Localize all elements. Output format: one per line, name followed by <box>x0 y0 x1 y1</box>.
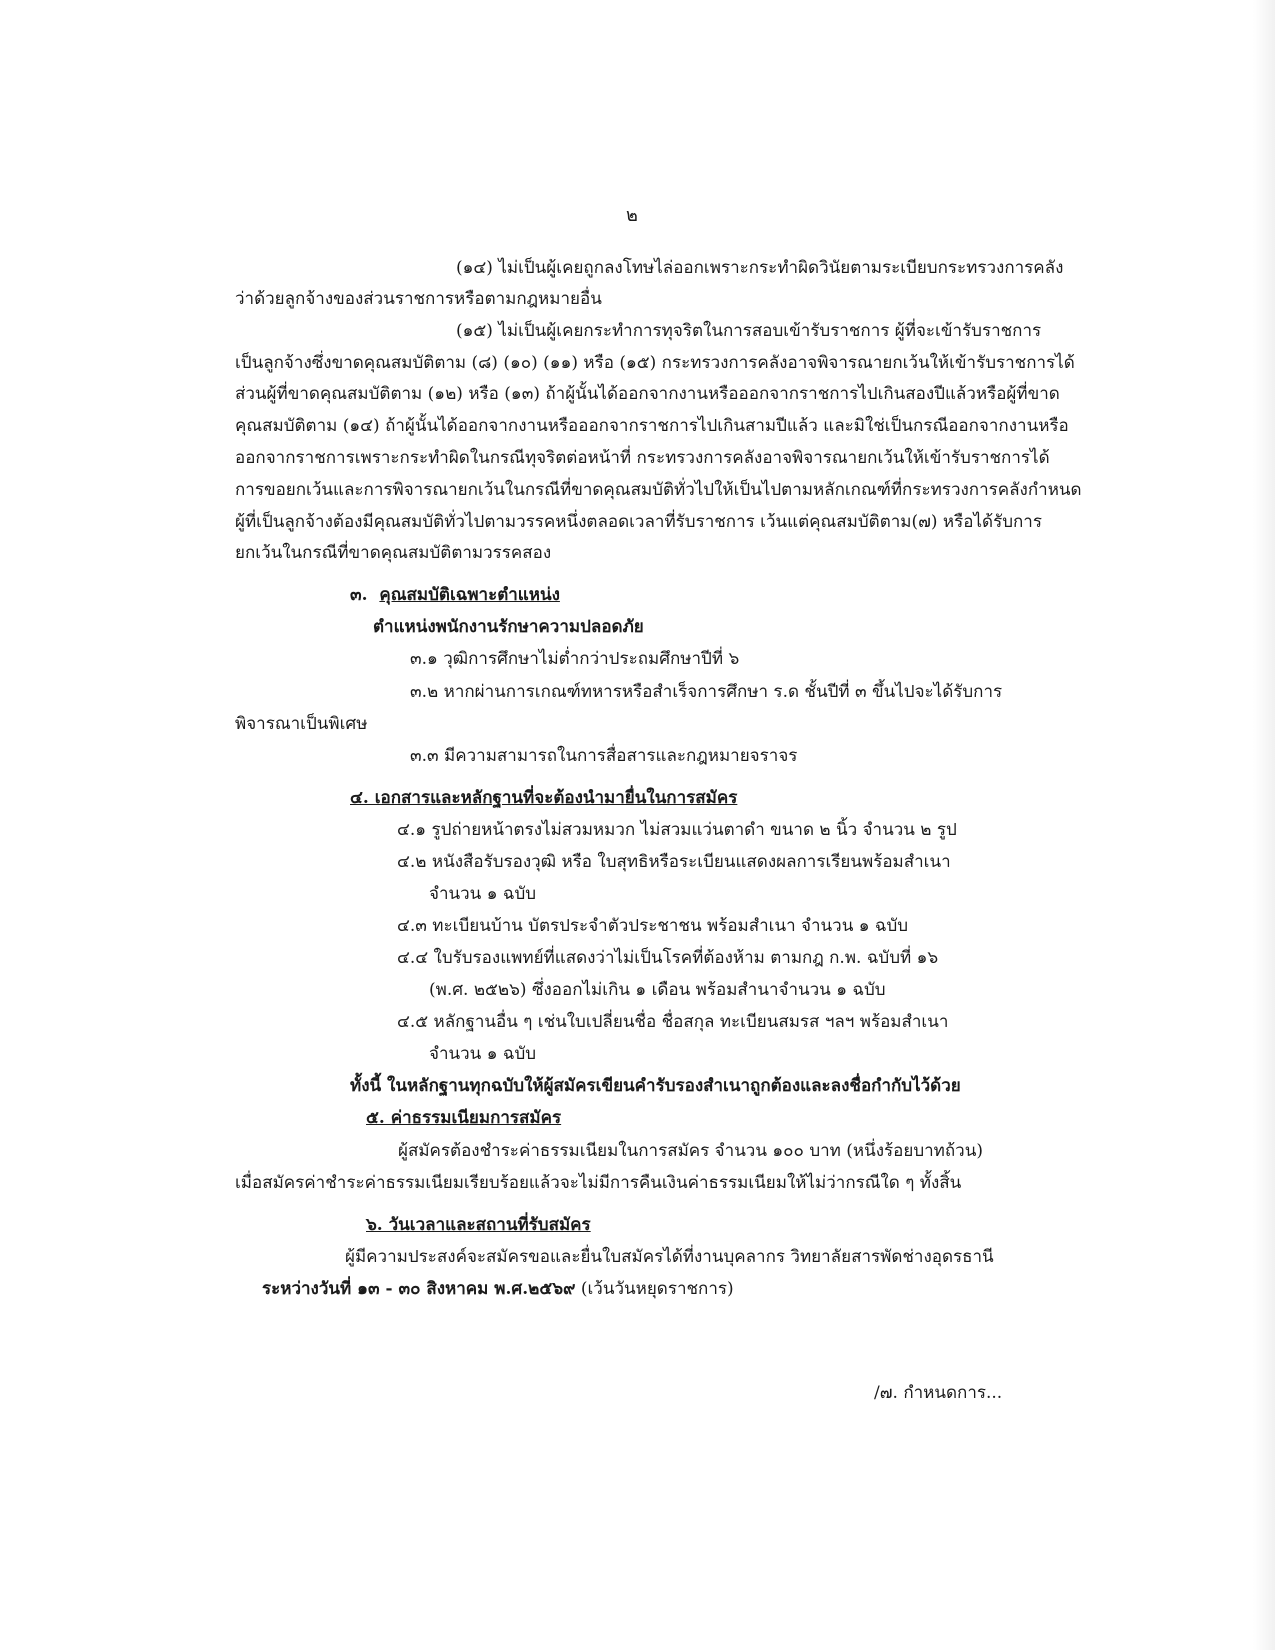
paragraph-line: การขอยกเว้นและการพิจารณายกเว้นในกรณีที่ขาดคุณสมบัติทั่วไปให้เป็นไปตามหลักเกณฑ์ที่กระทรวงการคลังกำหนด <box>235 480 1082 500</box>
section5-line2: เมื่อสมัครค่าชำระค่าธรรมเนียมเรียบร้อยแล้วจะไม่มีการคืนเงินค่าธรรมเนียมให้ไม่ว่ากรณีใด ๆ ทั้งสิ้น <box>235 1173 962 1193</box>
section6-date-line <box>262 1278 734 1300</box>
paragraph-line: คุณสมบัติตาม (๑๔) ถ้าผู้นั้นได้ออกจากงานหรือออกจากราชการไปเกินสามปีแล้ว และมิใช่เป็นกรณีออกจากงานหรือ <box>235 416 1069 436</box>
item-15-line1: (๑๕) ไม่เป็นผู้เคยกระทำการทุจริตในการสอบเข้ารับราชการ ผู้ที่จะเข้ารับราชการ <box>456 321 1042 341</box>
section4-item1: ๔.๑ รูปถ่ายหน้าตรงไม่สวมหมวก ไม่สวมแว่นตาดำ ขนาด ๒ นิ้ว จำนวน ๒ รูป <box>397 820 957 840</box>
section3-item2-line1: ๓.๒ หากผ่านการเกณฑ์ทหารหรือสำเร็จการศึกษา ร.ด ชั้นปีที่ ๓ ขึ้นไปจะได้รับการ <box>410 682 1003 702</box>
holiday-note: (เว้นวันหยุดราชการ) <box>575 1279 734 1299</box>
section4-item2-line2: จำนวน ๑ ฉบับ <box>429 884 537 904</box>
section3-number: ๓. <box>350 585 368 605</box>
section3-heading <box>350 584 560 606</box>
section5-line1: ผู้สมัครต้องชำระค่าธรรมเนียมในการสมัคร จำนวน ๑๐๐ บาท (หนึ่งร้อยบาทถ้วน) <box>398 1141 983 1161</box>
section4-item2-line1: ๔.๒ หนังสือรับรองวุฒิ หรือ ใบสุทธิหรือระเบียนแสดงผลการเรียนพร้อมสำเนา <box>397 852 951 872</box>
section3-item2-line2: พิจารณาเป็นพิเศษ <box>235 714 368 734</box>
paragraph-line: เป็นลูกจ้างซึ่งขาดคุณสมบัติตาม (๘) (๑๐) (๑๑) หรือ (๑๕) กระทรวงการคลังอาจพิจารณายกเว้นให้เข้ารับราชการได้ <box>235 353 1075 373</box>
section3-item1: ๓.๑ วุฒิการศึกษาไม่ต่ำกว่าประถมศึกษาปีที่ ๖ <box>410 649 740 669</box>
section3-title: คุณสมบัติเฉพาะตำแหน่ง <box>379 585 560 605</box>
page-edge-shadow <box>1253 0 1275 1650</box>
application-period: ระหว่างวันที่ ๑๓ - ๓๐ สิงหาคม พ.ศ.๒๕๖๙ <box>262 1279 576 1299</box>
paragraph-line: ส่วนผู้ที่ขาดคุณสมบัติตาม (๑๒) หรือ (๑๓) ถ้าผู้นั้นได้ออกจากงานหรือออกจากราชการไปเกินสองปีแล้วหรือผู้ที่ขาด <box>235 384 1060 404</box>
page-number: ๒ <box>626 205 638 226</box>
section3-position: ตำแหน่งพนักงานรักษาความปลอดภัย <box>373 617 644 637</box>
section6-line1: ผู้มีความประสงค์จะสมัครขอและยื่นใบสมัครได้ที่งานบุคลากร วิทยาลัยสารพัดช่างอุดรธานี <box>345 1247 994 1267</box>
section6-heading: ๖. วันเวลาและสถานที่รับสมัคร <box>366 1215 591 1235</box>
section4-item5-line2: จำนวน ๑ ฉบับ <box>429 1044 537 1064</box>
section4-heading: ๔. เอกสารและหลักฐานที่จะต้องนำมายื่นในการสมัคร <box>350 788 738 808</box>
section4-item4-line2: (พ.ศ. ๒๕๒๖) ซึ่งออกไม่เกิน ๑ เดือน พร้อมสำนาจำนวน ๑ ฉบับ <box>429 980 886 1000</box>
section4-note: ทั้งนี้ ในหลักฐานทุกฉบับให้ผู้สมัครเขียนคำรับรองสำเนาถูกต้องและลงชื่อกำกับไว้ด้วย <box>350 1076 961 1096</box>
item-14-line2: ว่าด้วยลูกจ้างของส่วนราชการหรือตามกฎหมายอื่น <box>235 289 602 309</box>
section3-item3: ๓.๓ มีความสามารถในการสื่อสารและกฎหมายจราจร <box>410 746 798 766</box>
section4-item4-line1: ๔.๔ ใบรับรองแพทย์ที่แสดงว่าไม่เป็นโรคที่ต้องห้าม ตามกฎ ก.พ. ฉบับที่ ๑๖ <box>397 948 939 968</box>
section4-item3: ๔.๓ ทะเบียนบ้าน บัตรประจำตัวประชาชน พร้อมสำเนา จำนวน ๑ ฉบับ <box>397 916 909 936</box>
item-14-line1: (๑๔) ไม่เป็นผู้เคยถูกลงโทษไล่ออกเพราะกระทำผิดวินัยตามระเบียบกระทรวงการคลัง <box>456 258 1064 278</box>
section5-heading: ๕. ค่าธรรมเนียมการสมัคร <box>366 1108 562 1128</box>
section4-item5-line1: ๔.๕ หลักฐานอื่น ๆ เช่นใบเปลี่ยนชื่อ ชื่อสกุล ทะเบียนสมรส ฯลฯ พร้อมสำเนา <box>397 1012 949 1032</box>
paragraph-line: ผู้ที่เป็นลูกจ้างต้องมีคุณสมบัติทั่วไปตามวรรคหนึ่งตลอดเวลาที่รับราชการ เว้นแต่คุณสมบัติตาม(๗) หรือได้รับการ <box>235 512 1042 532</box>
paragraph-line: ออกจากราชการเพราะกระทำผิดในกรณีทุจริตต่อหน้าที่ กระทรวงการคลังอาจพิจารณายกเว้นให้เข้ารับราชการได้ <box>235 448 1050 468</box>
continuation-note: /๗. กำหนดการ... <box>874 1383 1003 1403</box>
paragraph-line: ยกเว้นในกรณีที่ขาดคุณสมบัติตามวรรคสอง <box>235 543 552 563</box>
